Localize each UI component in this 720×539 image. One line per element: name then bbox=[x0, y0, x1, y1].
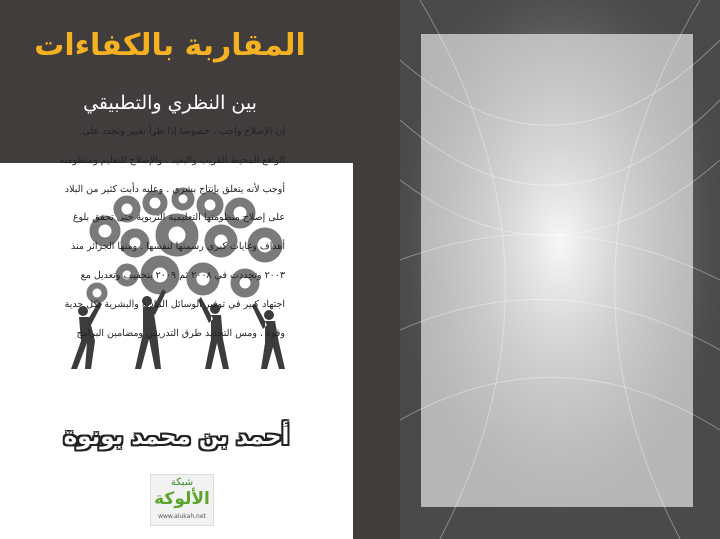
logo-line-1: شبكة bbox=[170, 477, 194, 488]
blurb-line: على إصلاح منظومتها التعليمية التربوية حتى تحقق بلوغ bbox=[72, 212, 285, 224]
blurb-line: الواقع المحيط القريب والبعيد . والإصلاح للتعليم ومنظومته bbox=[59, 154, 285, 166]
blurb-line: اجتهاد كبير في توفير الوسائل المادية والبشرية بكل جدية bbox=[64, 298, 285, 310]
author-name: أحمد بن محمد بونوة bbox=[63, 424, 290, 450]
blurb-line: إن الإصلاح واجب ، خصوصا إذا طرأ تغيير وتجدد على bbox=[82, 126, 285, 137]
blurb-line: وقوة . ومس التجديد طرق التدريس ومضامين البرامج bbox=[76, 327, 285, 339]
logo-line-2: الألوكة bbox=[154, 489, 210, 509]
book-title: المقاربة بالكفاءات bbox=[34, 28, 306, 63]
blurb-line: أهداف وغايات كبرى رسمتها لنفسها . ومنها الجزائر منذ bbox=[71, 241, 285, 253]
book-subtitle: بين النظري والتطبيقي bbox=[83, 92, 257, 114]
blurb-line: ٢٠٠٣ وتجددت في ٢٠٠٨ ثم ٢٠٠٩ بتخفيف وتعديل مع bbox=[80, 269, 285, 281]
logo-url: www.alukah.net bbox=[158, 513, 206, 520]
blurb-line: أوجب لأنه يتعلق بإنتاج بشري . وعليه دأبت كثير من البلاد bbox=[64, 183, 285, 195]
back-cover-blurb bbox=[27, 118, 285, 348]
back-cover bbox=[400, 0, 720, 539]
alukah-logo[interactable] bbox=[150, 474, 214, 526]
blurb-panel bbox=[421, 34, 693, 507]
